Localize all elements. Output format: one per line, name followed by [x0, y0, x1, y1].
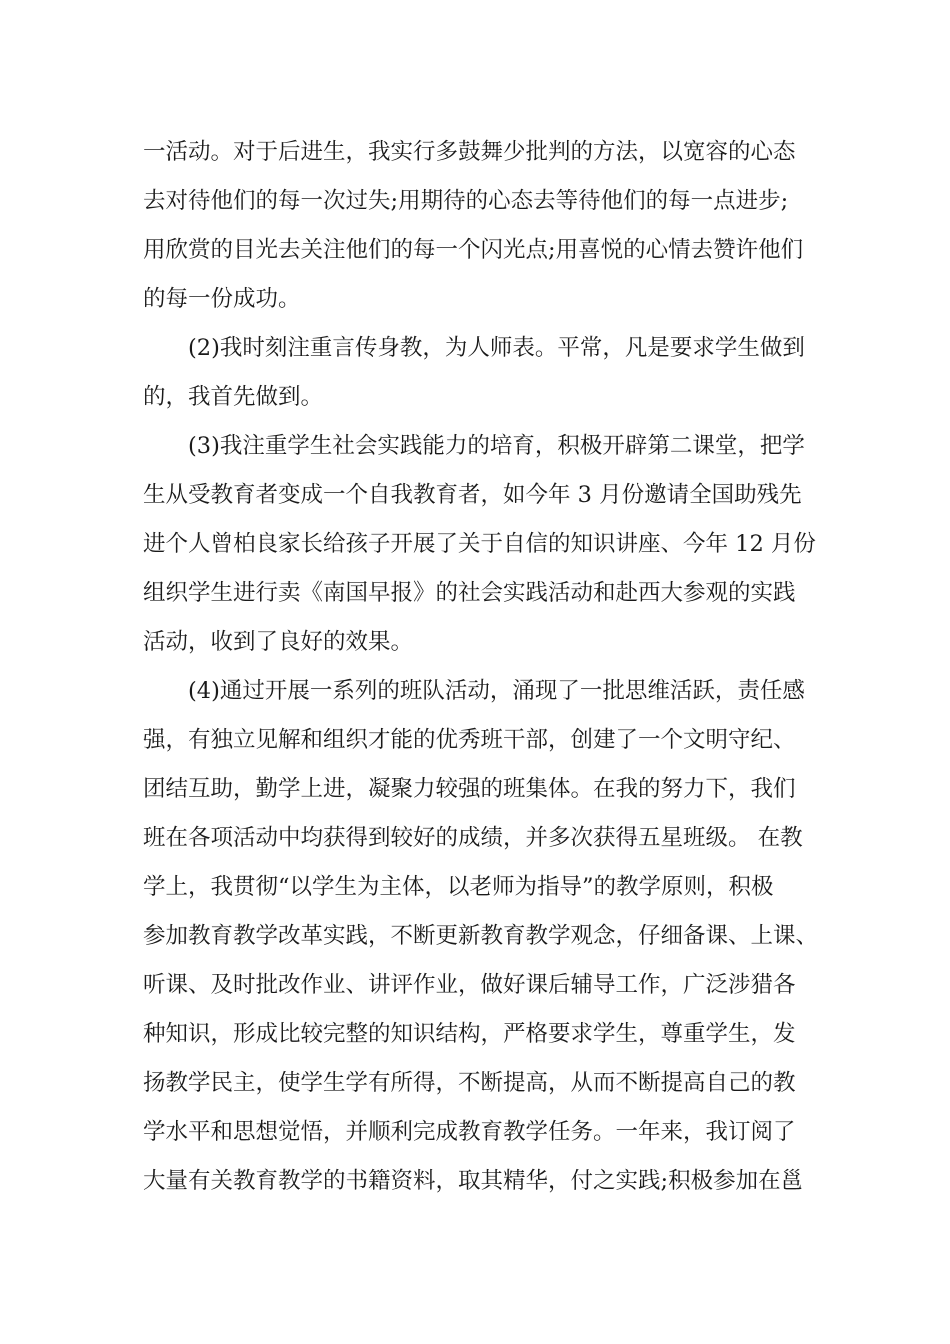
- text-line: 学上，我贯彻“以学生为主体，以老师为指导”的教学原则，积极: [143, 874, 774, 900]
- text-line: 组织学生进行卖《南国早报》的社会实践活动和赴西大参观的实践: [143, 580, 796, 606]
- text-line: 班在各项活动中均获得到较好的成绩，并多次获得五星班级。 在教: [143, 825, 803, 851]
- text-line: 学水平和思想觉悟，并顺利完成教育教学任务。一年来，我订阅了: [143, 1119, 796, 1145]
- text-line: 的，我首先做到。: [143, 384, 324, 410]
- paragraph-2-start: (2)我时刻注重言传身教，为人师表。平常，凡是要求学生做到: [143, 335, 805, 361]
- text-line: 用欣赏的目光去关注他们的每一个闪光点;用喜悦的心情去赞许他们: [143, 237, 804, 263]
- text-line: 一活动。对于后进生，我实行多鼓舞少批判的方法，以宽容的心态: [143, 139, 796, 165]
- paragraph-4-start: (4)通过开展一系列的班队活动，涌现了一批思维活跃，责任感: [143, 678, 805, 704]
- text-line: 进个人曾柏良家长给孩子开展了关于自信的知识讲座、今年 12 月份: [143, 531, 816, 557]
- text-line: 听课、及时批改作业、讲评作业，做好课后辅导工作，广泛涉猎各: [143, 972, 796, 998]
- text-line: 强，有独立见解和组织才能的优秀班干部，创建了一个文明守纪、: [143, 727, 796, 753]
- text-line: 生从受教育者变成一个自我教育者，如今年 3 月份邀请全国助残先: [143, 482, 802, 508]
- document-body: [143, 128, 843, 1206]
- text-line: 种知识，形成比较完整的知识结构，严格要求学生，尊重学生，发: [143, 1021, 796, 1047]
- text-line: 活动，收到了良好的效果。: [143, 629, 414, 655]
- text-line: 去对待他们的每一次过失;用期待的心态去等待他们的每一点进步;: [143, 188, 789, 214]
- text-line: 大量有关教育教学的书籍资料，取其精华，付之实践;积极参加在邕: [143, 1168, 804, 1194]
- text-line: 团结互助，勤学上进，凝聚力较强的班集体。在我的努力下，我们: [143, 776, 796, 802]
- text-line: 参加教育教学改革实践，不断更新教育教学观念，仔细备课、上课、: [143, 923, 819, 949]
- text-line: 扬教学民主，使学生学有所得，不断提高，从而不断提高自己的教: [143, 1070, 796, 1096]
- text-line: 的每一份成功。: [143, 286, 301, 312]
- paragraph-3-start: (3)我注重学生社会实践能力的培育，积极开辟第二课堂，把学: [143, 433, 805, 459]
